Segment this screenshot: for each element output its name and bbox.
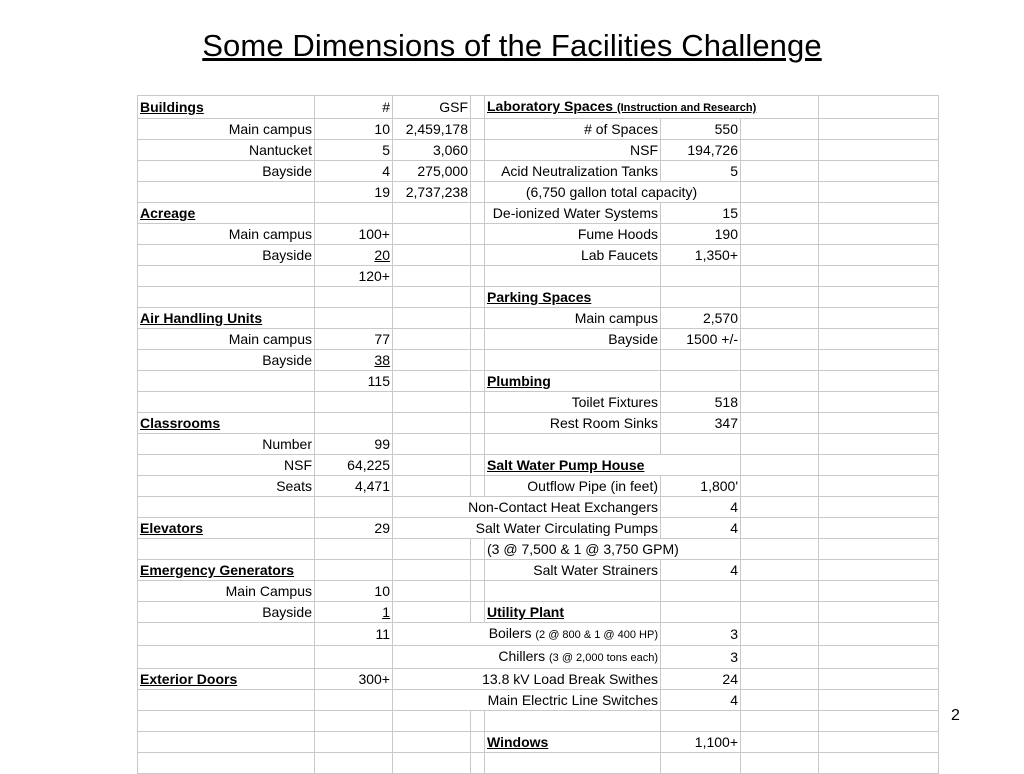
buildings-count-header: # — [315, 96, 393, 119]
table-row — [138, 182, 939, 203]
boilers-label: Boilers (2 @ 800 & 1 @ 400 HP) — [393, 623, 661, 646]
table-row — [138, 497, 939, 518]
row-value: 190 — [661, 224, 741, 245]
table-row — [138, 539, 939, 560]
chillers-label: Chillers (3 @ 2,000 tons each) — [393, 646, 661, 669]
table-row — [138, 476, 939, 497]
row-label: Main Electric Line Switches — [393, 690, 661, 711]
table-row — [138, 161, 939, 182]
acreage-total: 120+ — [315, 266, 393, 287]
saltwater-heading: Salt Water Pump House — [485, 455, 741, 476]
table-row — [138, 287, 939, 308]
row-label: Main campus — [138, 329, 315, 350]
row-label: Bayside — [138, 161, 315, 182]
exterior-doors-value: 300+ — [315, 669, 393, 690]
row-label: NSF — [138, 455, 315, 476]
row-value: 4 — [661, 497, 741, 518]
row-value: 10 — [315, 119, 393, 140]
row-label: Bayside — [138, 602, 315, 623]
row-value: 5 — [661, 161, 741, 182]
ahu-total: 115 — [315, 371, 393, 392]
table-row — [138, 245, 939, 266]
row-label: Seats — [138, 476, 315, 497]
ahu-heading: Air Handling Units — [138, 308, 315, 329]
buildings-heading: Buildings — [138, 96, 315, 119]
row-value: 194,726 — [661, 140, 741, 161]
row-value: 4 — [661, 560, 741, 581]
row-value: 4 — [315, 161, 393, 182]
table-row — [138, 371, 939, 392]
table-row — [138, 623, 939, 646]
table-row — [138, 96, 939, 119]
facilities-table — [137, 95, 939, 774]
table-row — [138, 560, 939, 581]
row-value: 10 — [315, 581, 393, 602]
row-value: 3 — [661, 623, 741, 646]
row-value: 24 — [661, 669, 741, 690]
row-label: Main campus — [138, 119, 315, 140]
row-value: 1500 +/- — [661, 329, 741, 350]
table-row — [138, 266, 939, 287]
row-label: De-ionized Water Systems — [485, 203, 661, 224]
table-row — [138, 732, 939, 753]
exterior-doors-heading: Exterior Doors — [138, 669, 315, 690]
table-row — [138, 602, 939, 623]
elevators-value: 29 — [315, 518, 393, 539]
table-row — [138, 455, 939, 476]
table-row — [138, 224, 939, 245]
generators-heading: Emergency Generators — [138, 560, 315, 581]
table-row — [138, 711, 939, 732]
row-label: Number — [138, 434, 315, 455]
row-value: 2,570 — [661, 308, 741, 329]
lab-spaces-heading: Laboratory Spaces (Instruction and Research) — [485, 96, 819, 119]
plumbing-heading: Plumbing — [485, 371, 661, 392]
buildings-total-count: 19 — [315, 182, 393, 203]
page-number: 2 — [951, 707, 960, 724]
table-row — [138, 434, 939, 455]
table-row — [138, 392, 939, 413]
table-row — [138, 350, 939, 371]
table-row — [138, 581, 939, 602]
buildings-gsf-header: GSF — [393, 96, 471, 119]
row-label: NSF — [485, 140, 661, 161]
row-label: Lab Faucets — [485, 245, 661, 266]
row-label: Bayside — [138, 245, 315, 266]
row-value: 77 — [315, 329, 393, 350]
row-label: Main Campus — [138, 581, 315, 602]
table-row — [138, 518, 939, 539]
table-row — [138, 140, 939, 161]
table-row — [138, 413, 939, 434]
row-value: 64,225 — [315, 455, 393, 476]
row-value: 3,060 — [393, 140, 471, 161]
row-value: 100+ — [315, 224, 393, 245]
row-value: 1 — [315, 602, 393, 623]
row-value: 550 — [661, 119, 741, 140]
row-value: 38 — [315, 350, 393, 371]
row-label: Toilet Fixtures — [485, 392, 661, 413]
row-label: Salt Water Circulating Pumps — [393, 518, 661, 539]
row-value: 5 — [315, 140, 393, 161]
classrooms-heading: Classrooms — [138, 413, 315, 434]
elevators-heading: Elevators — [138, 518, 315, 539]
row-label: Salt Water Strainers — [485, 560, 661, 581]
row-value: 347 — [661, 413, 741, 434]
row-value: 2,459,178 — [393, 119, 471, 140]
acreage-heading: Acreage — [138, 203, 315, 224]
row-value: 15 — [661, 203, 741, 224]
table-row — [138, 119, 939, 140]
table-row — [138, 308, 939, 329]
table-row — [138, 753, 939, 774]
utility-plant-heading: Utility Plant — [485, 602, 661, 623]
tank-capacity-note: (6,750 gallon total capacity) — [485, 182, 741, 203]
row-value: 20 — [315, 245, 393, 266]
row-label: # of Spaces — [485, 119, 661, 140]
row-label: Fume Hoods — [485, 224, 661, 245]
row-value: 1,350+ — [661, 245, 741, 266]
row-label: Nantucket — [138, 140, 315, 161]
slide-title: Some Dimensions of the Facilities Challenge — [202, 28, 822, 63]
windows-heading: Windows — [485, 732, 661, 753]
generators-total: 11 — [315, 623, 393, 646]
row-label: Main campus — [485, 308, 661, 329]
row-label: Bayside — [485, 329, 661, 350]
parking-heading: Parking Spaces — [485, 287, 661, 308]
windows-value: 1,100+ — [661, 732, 741, 753]
row-value: 99 — [315, 434, 393, 455]
buildings-total-gsf: 2,737,238 — [393, 182, 471, 203]
pump-capacity-note: (3 @ 7,500 & 1 @ 3,750 GPM) — [485, 539, 741, 560]
row-label: Acid Neutralization Tanks — [485, 161, 661, 182]
row-value: 4 — [661, 518, 741, 539]
row-value: 3 — [661, 646, 741, 669]
table-row — [138, 329, 939, 350]
row-label: Outflow Pipe (in feet) — [485, 476, 661, 497]
row-value: 4,471 — [315, 476, 393, 497]
row-label: Non-Contact Heat Exchangers — [393, 497, 661, 518]
row-value: 275,000 — [393, 161, 471, 182]
row-value: 518 — [661, 392, 741, 413]
row-label: Main campus — [138, 224, 315, 245]
row-label: Bayside — [138, 350, 315, 371]
table-row — [138, 646, 939, 669]
row-value: 4 — [661, 690, 741, 711]
row-value: 1,800' — [661, 476, 741, 497]
row-label: 13.8 kV Load Break Swithes — [393, 669, 661, 690]
table-row — [138, 690, 939, 711]
table-row — [138, 669, 939, 690]
table-row — [138, 203, 939, 224]
row-label: Rest Room Sinks — [485, 413, 661, 434]
